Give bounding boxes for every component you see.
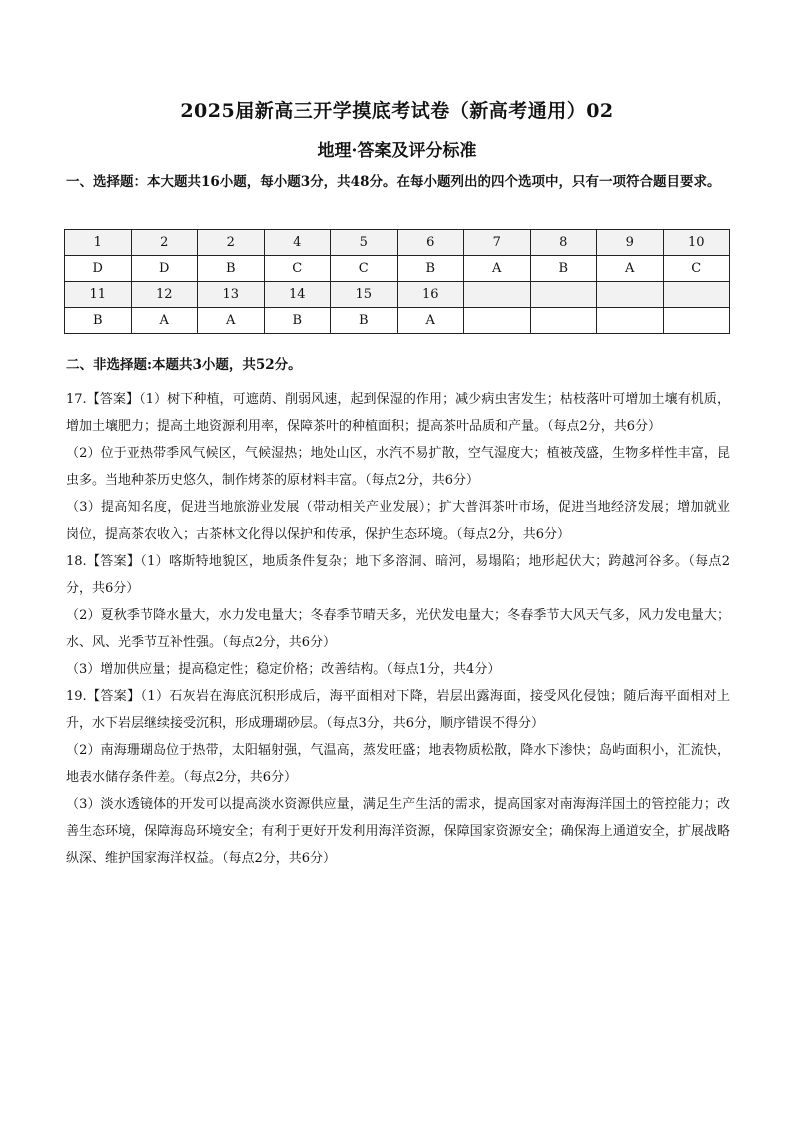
q18-part2: （2）夏秋季节降水量大，水力发电量大；冬春季节晴天多，光伏发电量大；冬春季节大风天气多，风力发电量大；水、风、光季节互补性强。（每点2分，共6分） — [66, 608, 730, 650]
q19-label: 19.【答案】 — [66, 689, 141, 704]
table-cell: B — [530, 256, 597, 282]
table-cell: D — [131, 256, 198, 282]
table-cell: 1 — [65, 230, 132, 256]
answers-body — [66, 386, 730, 872]
table-cell — [597, 282, 664, 308]
table-row — [65, 308, 730, 334]
answer-table — [64, 229, 730, 334]
q18-part3: （3）增加供应量；提高稳定性；稳定价格；改善结构。（每点1分，共4分） — [66, 662, 501, 677]
table-cell — [530, 308, 597, 334]
table-cell: B — [397, 256, 464, 282]
table-cell: A — [198, 308, 265, 334]
table-cell: 16 — [397, 282, 464, 308]
table-cell: B — [65, 308, 132, 334]
table-cell — [464, 282, 531, 308]
table-cell: 13 — [198, 282, 265, 308]
table-row — [65, 256, 730, 282]
table-cell: 12 — [131, 282, 198, 308]
section-1-heading: 一、选择题：本大题共16小题，每小题3分，共48分。在每小题列出的四个选项中，只有一项符合题目要求。 — [66, 174, 721, 190]
table-cell: A — [131, 308, 198, 334]
table-cell: A — [597, 256, 664, 282]
q18-part1 — [66, 548, 730, 602]
page-subtitle: 地理·答案及评分标准 — [317, 141, 477, 161]
table-cell — [464, 308, 531, 334]
q17-label: 17.【答案】 — [66, 392, 140, 407]
q19-part1 — [66, 683, 730, 737]
table-cell: 9 — [597, 230, 664, 256]
table-cell — [530, 282, 597, 308]
table-cell: 2 — [198, 230, 265, 256]
q17-part2: （2）位于亚热带季风气候区，气候湿热；地处山区，水汽不易扩散，空气湿度大；植被茂盛，生物多样性丰富，昆虫多。当地种茶历史悠久，制作烤茶的原材料丰富。（每点2分，共6分） — [66, 446, 730, 488]
table-cell — [663, 308, 730, 334]
table-cell: 4 — [264, 230, 331, 256]
q17-part3: （3）提高知名度，促进当地旅游业发展（带动相关产业发展）；扩大普洱茶叶市场，促进当地经济发展；增加就业岗位，提高茶农收入；古茶林文化得以保护和传承，保护生态环境。（每点2分，共6分） — [66, 500, 730, 542]
table-cell — [597, 308, 664, 334]
section-2-heading: 二、非选择题:本题共3小题，共52分。 — [66, 357, 302, 373]
table-cell: 15 — [331, 282, 398, 308]
q17-part1 — [66, 386, 730, 440]
q17-part1-text: （1）树下种植，可遮荫、削弱风速，起到保湿的作用；减少病虫害发生；枯枝落叶可增加土壤有机质，增加土壤肥力；提高土地资源利用率，保障茶叶的种植面积；提高茶叶品质和产量。（每点2分，共6分） — [66, 392, 730, 434]
q19-part1-text: （1）石灰岩在海底沉积形成后，海平面相对下降，岩层出露海面，接受风化侵蚀；随后海平面相对上升，水下岩层继续接受沉积，形成珊瑚砂层。（每点3分，共6分，顺序错误不得分） — [66, 689, 730, 731]
page-title: 2025届新高三开学摸底考试卷（新高考通用）02 — [180, 100, 614, 122]
table-cell: D — [65, 256, 132, 282]
table-cell: 2 — [131, 230, 198, 256]
table-cell — [663, 282, 730, 308]
table-cell: 5 — [331, 230, 398, 256]
q18-part1-text: （1）喀斯特地貌区，地质条件复杂；地下多溶洞、暗河，易塌陷；地形起伏大；跨越河谷多。（每点2分，共6分） — [66, 554, 730, 596]
q18-label: 18.【答案】 — [66, 554, 141, 569]
table-cell: B — [264, 308, 331, 334]
table-cell: B — [198, 256, 265, 282]
table-cell: 7 — [464, 230, 531, 256]
table-cell: 6 — [397, 230, 464, 256]
table-cell: A — [397, 308, 464, 334]
table-cell: 14 — [264, 282, 331, 308]
table-cell: C — [264, 256, 331, 282]
q19-part2: （2）南海珊瑚岛位于热带，太阳辐射强，气温高，蒸发旺盛；地表物质松散，降水下渗快；岛屿面积小，汇流快，地表水储存条件差。（每点2分，共6分） — [66, 743, 730, 785]
table-row — [65, 282, 730, 308]
table-cell: A — [464, 256, 531, 282]
q19-part3: （3）淡水透镜体的开发可以提高淡水资源供应量，满足生产生活的需求，提高国家对南海海洋国土的管控能力；改善生态环境，保障海岛环境安全；有利于更好开发利用海洋资源，保障国家资源安全；确保海上通道安全，扩展战略纵深、维护国家海洋权益。（每点2分，共6分） — [66, 797, 730, 866]
table-cell: C — [331, 256, 398, 282]
table-cell: 10 — [663, 230, 730, 256]
table-cell: 8 — [530, 230, 597, 256]
table-row — [65, 230, 730, 256]
table-cell: C — [663, 256, 730, 282]
table-cell: B — [331, 308, 398, 334]
table-cell: 11 — [65, 282, 132, 308]
